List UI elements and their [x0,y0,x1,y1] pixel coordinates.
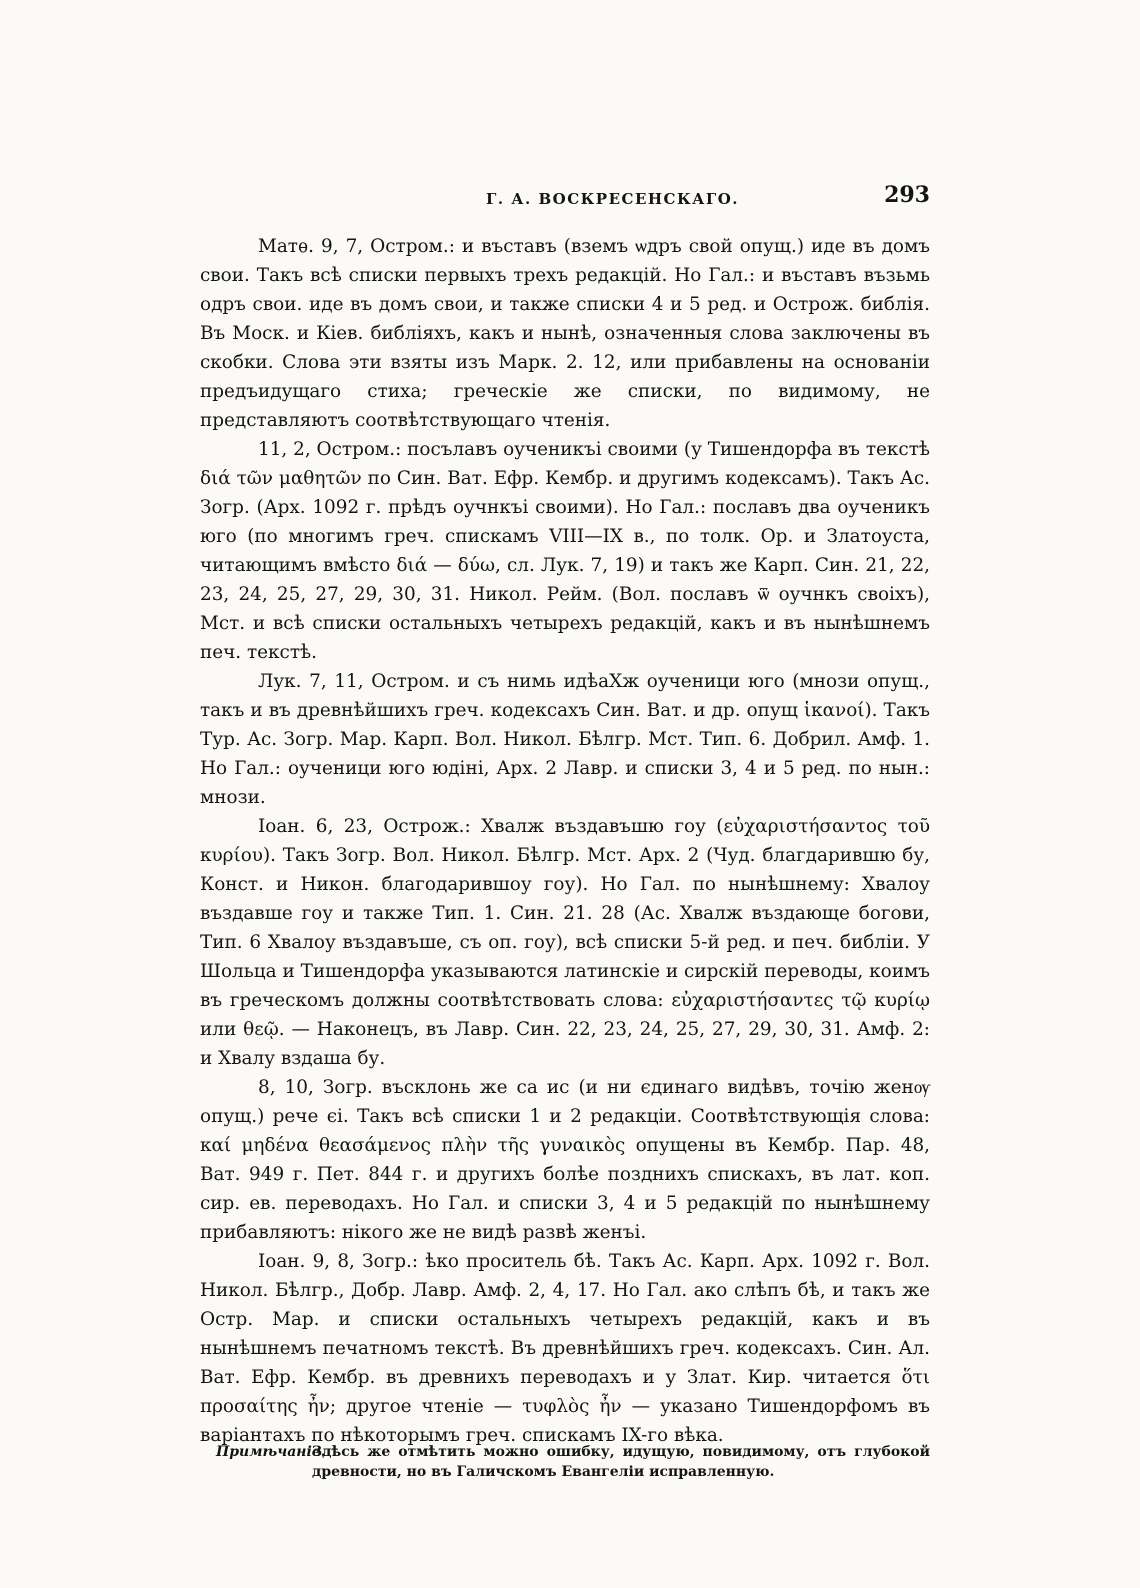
paragraph: Матѳ. 9, 7, Остром.: и въставъ (вземъ ѡдръ свой опущ.) иде въ домъ свои. Такъ всѣ списки первыхъ трехъ редакцій. Но Гал.: и въставъ възьмь одръ свои. иде въ домъ свои, и также списки 4 и 5 ред. и Острож. библія. Въ Моск. и Кiев. библіяхъ, какъ и нынѣ, означенныя слова заключены въ скобки. Слова эти взяты изъ Марк. 2. 12, или прибавлены на основаніи предъидущаго стиха; греческіе же списки, по видимому, не представляютъ соотвѣтствующаго чтенія. [200,236,930,431]
paragraph: 11, 2, Остром.: посълавъ оученикъі своими (у Тишендорфа въ текстѣ διά τῶν μαθητῶν по Син. Ват. Ефр. Кембр. и другимъ кодексамъ). Такъ Ас. Зогр. (Арх. 1092 г. прѣдъ оучнкъі своими). Но Гал.: пославъ два оученикъ юго (по многимъ греч. спискамъ VIII—IX в., по толк. Ор. и Златоуста, читающимъ вмѣсто διά — δύω, сл. Лук. 7, 19) и такъ же Карп. Син. 21, 22, 23, 24, 25, 27, 29, 30, 31. Никол. Рейм. (Вол. пославъ ѿ оучнкъ своiхъ), Мст. и всѣ списки остальныхъ четырехъ редакцій, какъ и въ нынѣшнемъ печ. текстѣ. [200,439,930,663]
footnote [216,1442,930,1480]
footnote-text: Здѣсь же отмѣтить можно ошибку, идущую, повидимому, отъ глубокой древности, но въ Галичскомъ Евангеліи исправленную. [312,1444,930,1480]
body-text [200,232,930,1450]
page-number: 293 [884,182,930,208]
running-head: Г. А. ВОСКРЕСЕНСКАГО. [486,190,739,208]
paragraph: Лук. 7, 11, Остром. и съ нимь идѣаХж оученици юго (мнози опущ., такъ и въ древнѣйшихъ греч. кодексахъ Син. Ват. и др. опущ ἱκανοί). Такъ Тур. Ас. Зогр. Мар. Карп. Вол. Никол. Бѣлгр. Мст. Тип. 6. Добрил. Амф. 1. Но Гал.: оученици юго юдіні, Арх. 2 Лавр. и списки 3, 4 и 5 ред. по нын.: мнози. [200,671,930,808]
footnote-label: Примѣчаніе. [216,1444,326,1460]
page-header [244,182,930,218]
paragraph: Іоан. 6, 23, Острож.: Хвалж въздавъшю гоу (εὐχαριστήσαντος τοῦ κυρίου). Такъ Зогр. Вол. Никол. Бѣлгр. Мст. Арх. 2 (Чуд. благдарившю бу, Конст. и Никон. благодарившоу гоу). Но Гал. по нынѣшнему: Хвалоу въздавше гоу и также Тип. 1. Син. 21. 28 (Ас. Хвалж въздающе богови, Тип. 6 Хвалоу въздавъше, съ оп. гоу), всѣ списки 5-й ред. и печ. библіи. У Шольца и Тишендорфа указываются латинскіе и сирскій переводы, коимъ въ греческомъ должны соотвѣтствовать слова: εὐχαριστήσαντες τῷ κυρίῳ или θεῷ. — Наконецъ, въ Лавр. Син. 22, 23, 24, 25, 27, 29, 30, 31. Амф. 2: и Хвалу вздаша бу. [200,816,930,1069]
paragraph: 8, 10, Зогр. въсклонь же са ис (и ни єдинаго видѣвъ, точію женѹ опущ.) рече єі. Такъ всѣ списки 1 и 2 редакціи. Соотвѣтствующія слова: καί μηδένα θεασάμενος πλὴν τῆς γυναικὸς опущены въ Кембр. Пар. 48, Ват. 949 г. Пет. 844 г. и другихъ болѣе позднихъ спискахъ, въ лат. коп. сир. ев. переводахъ. Но Гал. и списки 3, 4 и 5 редакцій по нынѣшнему прибавляютъ: нікого же не видѣ развѣ женъі. [200,1077,930,1243]
paragraph: Іоан. 9, 8, Зогр.: ѣко проситель бѣ. Такъ Ас. Карп. Арх. 1092 г. Вол. Никол. Бѣлгр., Добр. Лавр. Амф. 2, 4, 17. Но Гал. ако слѣпъ бѣ, и такъ же Остр. Мар. и списки остальныхъ четырехъ редакцій, какъ и въ нынѣшнемъ печатномъ текстѣ. Въ древнѣйшихъ греч. кодексахъ. Син. Ал. Ват. Ефр. Кембр. въ древнихъ переводахъ и у Злат. Кир. читается ὅτι προσαίτης ἦν; другое чтеніе — τυφλὸς ἦν — указано Тишендорфомъ въ варіантахъ по нѣкоторымъ греч. спискамъ IX-го вѣка. [200,1251,930,1446]
